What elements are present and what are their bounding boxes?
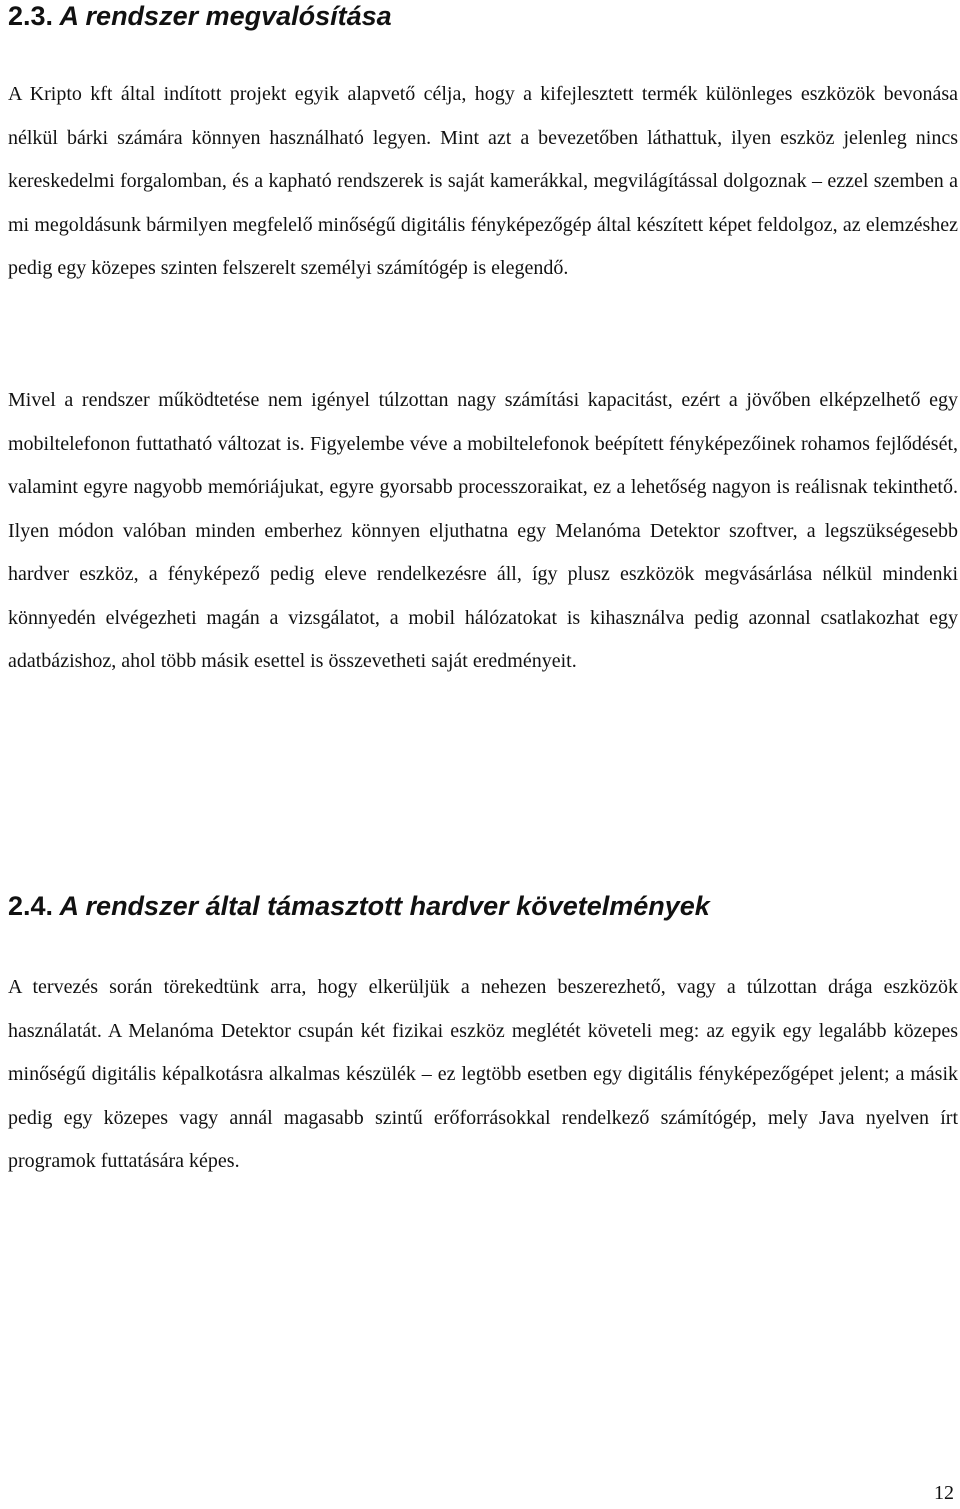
paragraph: Mivel a rendszer működtetése nem igényel túlzottan nagy számítási kapacitást, ezért a jövőben elképzelhető egy mobiltelefonon futtatható változat is. Figyelembe véve a mobiltelefonok beépített fényképezőinek rohamos fejlődését, valamint egyre nagyobb memóriájukat, egyre gyorsabb processzoraikat, ez a lehetőség nagyon is reálisnak tekinthető. Ilyen módon valóban minden emberhez könnyen eljuthatna egy Melanóma Detektor szoftver, a legszükségesebb hardver eszköz, a fényképező pedig eleve rendelkezésre áll, így plusz eszközök megvásárlása nélkül mindenki könnyedén elvégezheti magán a vizsgálatot, a mobil hálózatokat is kihasználva pedig azonnal csatlakozhat egy adatbázishoz, ahol több másik esettel is összevetheti saját eredményeit. [8, 389, 958, 672]
page-number: 12 [934, 1482, 954, 1504]
paragraph: A Kripto kft által indított projekt egyik alapvető célja, hogy a kifejlesztett termék különleges eszközök bevonása nélkül bárki számára könnyen használható legyen. Mint azt a bevezetőben láthattuk, ilyen eszköz jelenleg nincs kereskedelmi forgalomban, és a kapható rendszerek is saját kamerákkal, megvilágítással dolgoznak – ezzel szemben a mi megoldásunk bármilyen megfelelő minőségű digitális fényképezőgép által készített képet feldolgoz, az elemzéshez pedig egy közepes szinten felszerelt személyi számítógép is elegendő. [8, 83, 958, 279]
paragraph: A tervezés során törekedtünk arra, hogy elkerüljük a nehezen beszerezhető, vagy a túlzottan drága eszközök használatát. A Melanóma Detektor csupán két fizikai eszköz meglétét követeli meg: az egyik egy legalább közepes minőségű digitális képalkotásra alkalmas készülék – ez legtöbb esetben egy digitális fényképezőgépet jelent; a másik pedig egy közepes vagy annál magasabb szintű erőforrásokkal rendelkező számítógép, mely Java nyelven írt programok futtatására képes. [8, 976, 958, 1172]
section-number: 2.4. [8, 891, 54, 921]
section-heading-2-3 [8, 0, 392, 32]
section-title: A rendszer által támasztott hardver követelmények [59, 891, 710, 921]
section-heading-2-4 [8, 890, 710, 922]
section-title: A rendszer megvalósítása [59, 1, 392, 31]
section-number: 2.3. [8, 1, 54, 31]
